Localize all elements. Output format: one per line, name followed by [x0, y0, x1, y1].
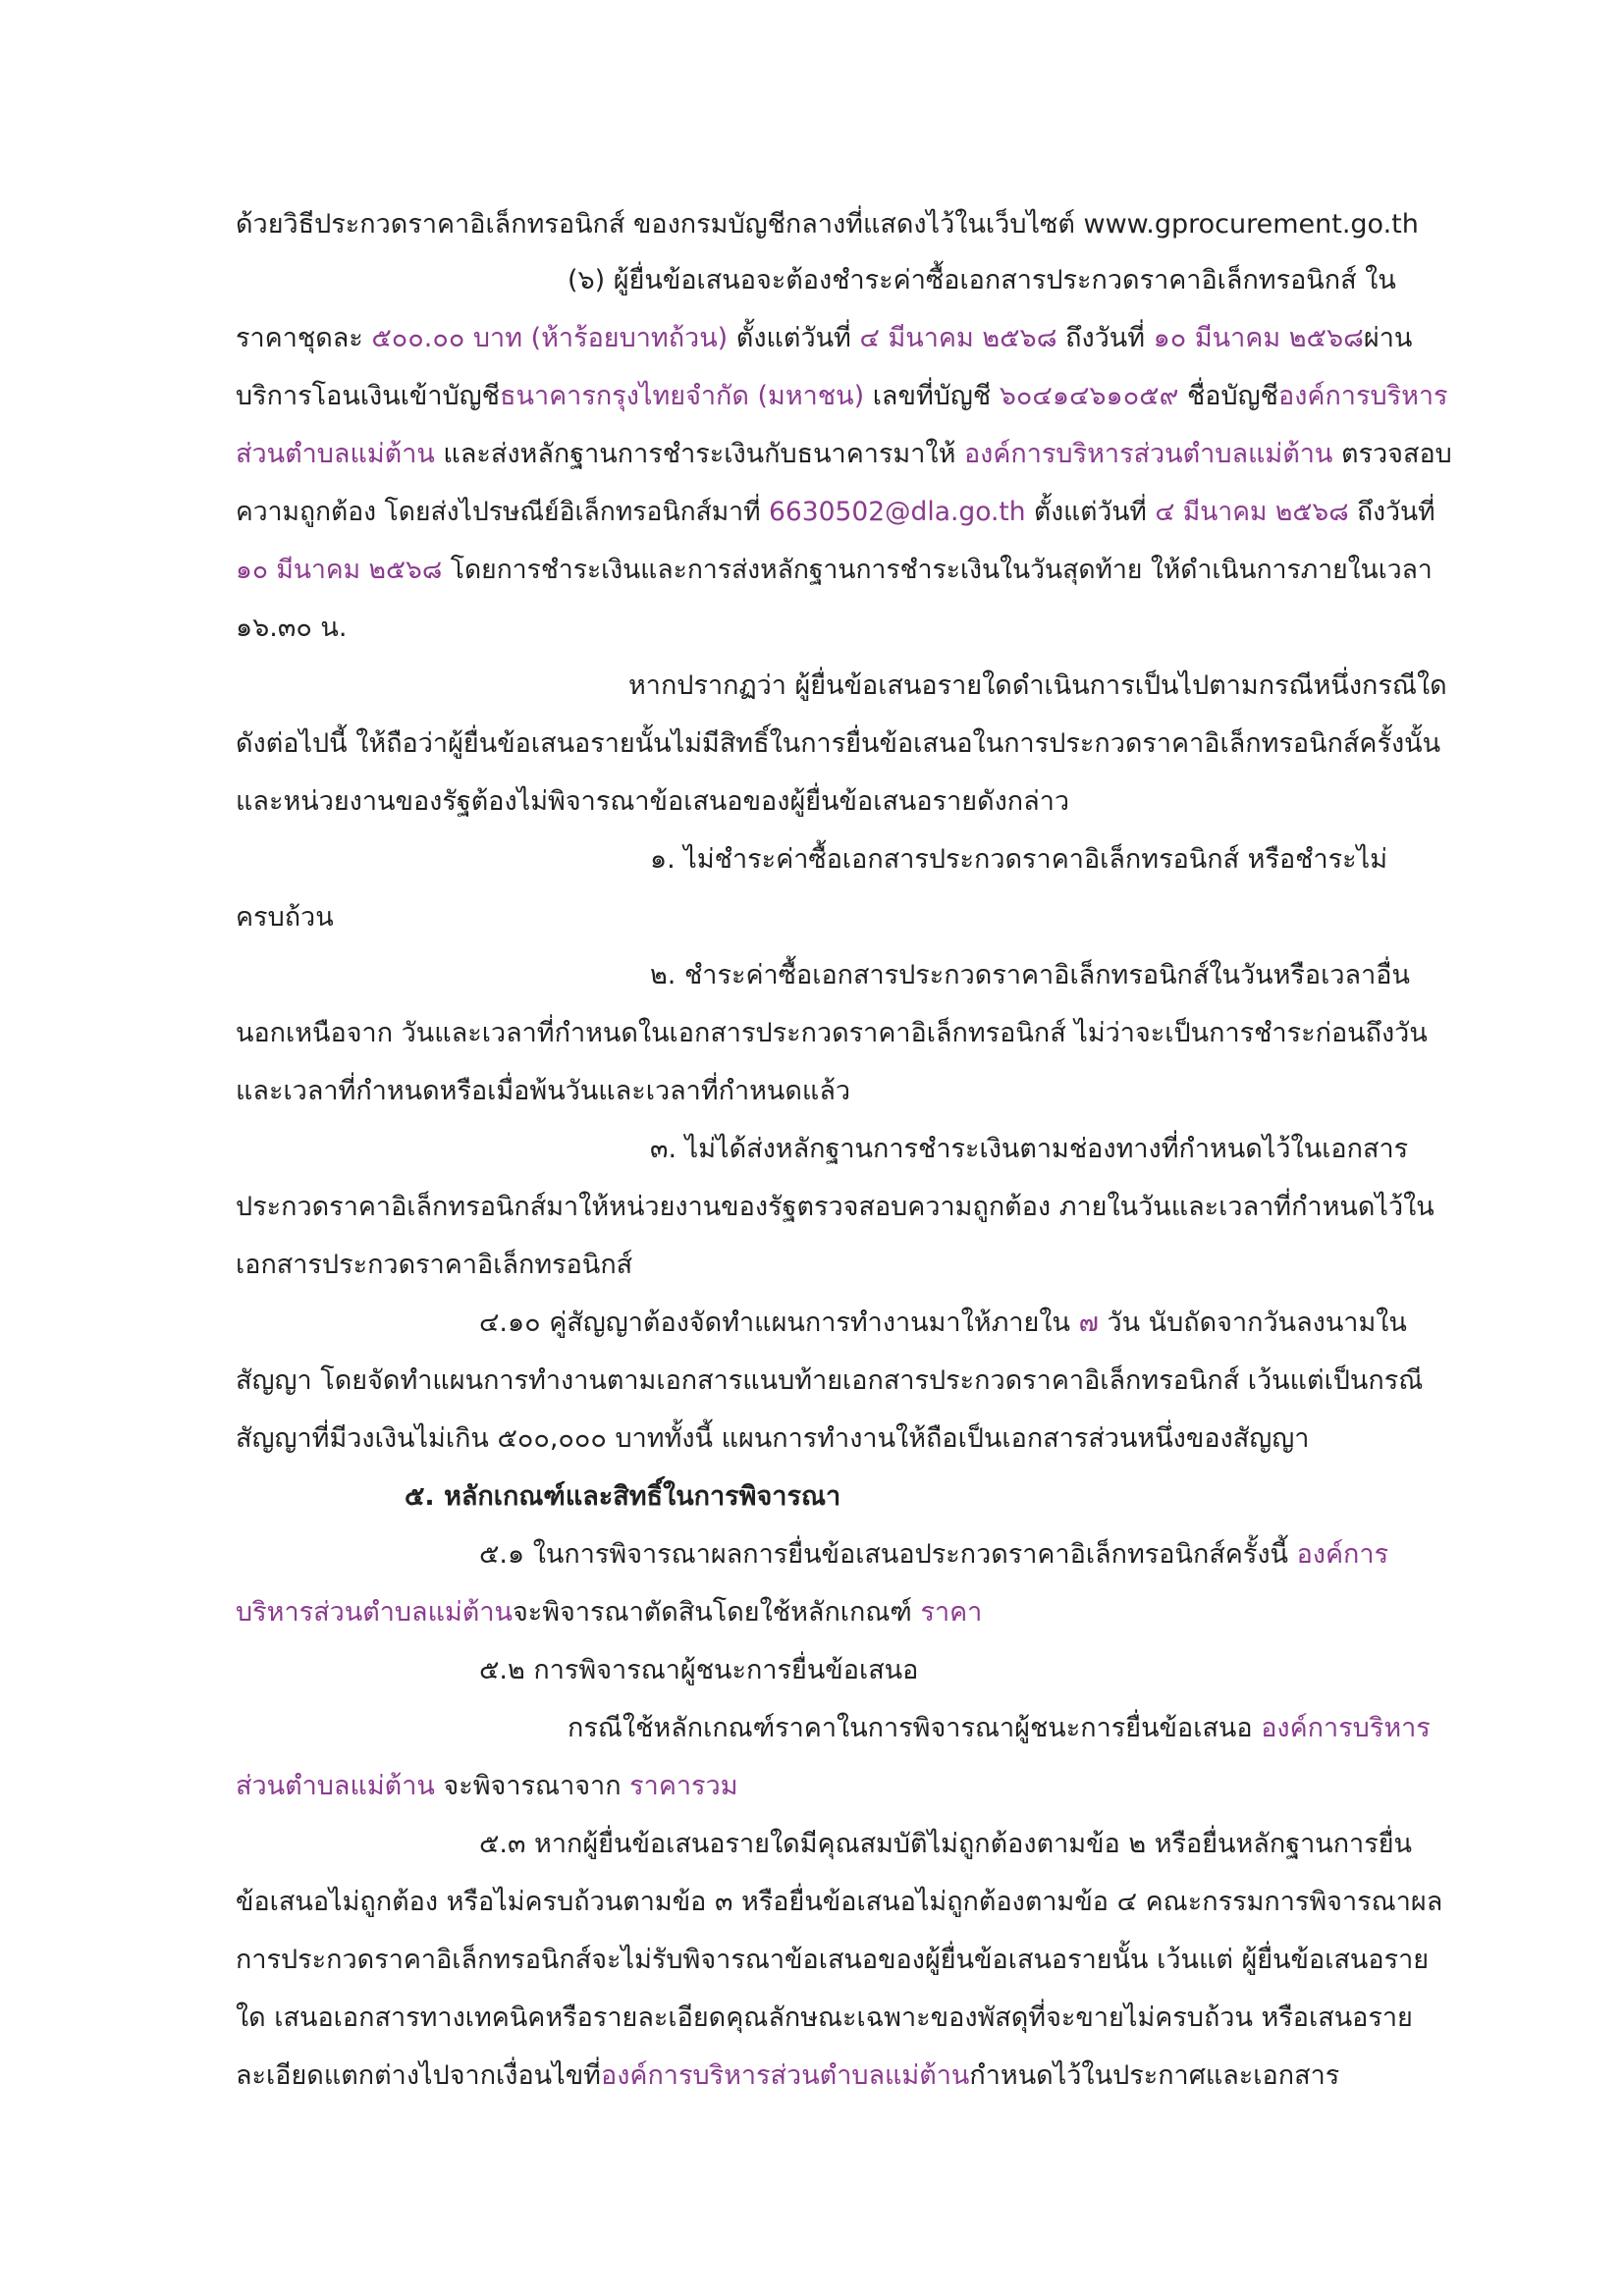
- heading-text: ๕. หลักเกณฑ์และสิทธิ์ในการพิจารณา: [405, 1481, 841, 1512]
- text: ถึงวันที่: [1056, 323, 1154, 353]
- text: ๕.๑ ในการพิจารณาผลการยื่นข้อเสนอประกวดราคาอิเล็กทรอนิกส์ครั้งนี้: [479, 1539, 1297, 1570]
- text-line: [236, 497, 1453, 528]
- text: จะพิจารณาตัดสินโดยใช้หลักเกณฑ์: [512, 1597, 921, 1628]
- text-line: [628, 670, 1453, 702]
- price-value: ๕๐๐.๐๐ บาท (ห้าร้อยบาทถ้วน): [371, 323, 729, 353]
- text-line: [479, 1308, 1453, 1339]
- text: กำหนดไว้ในประกาศและเอกสาร: [969, 2060, 1340, 2091]
- org-name: องค์การบริหารส่วนตำบลแม่ต้าน: [963, 439, 1333, 469]
- text: ๒. ชำระค่าซื้อเอกสารประกวดราคาอิเล็กทรอนิกส์ในวันหรือเวลาอื่น: [650, 960, 1410, 990]
- text-line: [650, 844, 1453, 876]
- text-line: [236, 613, 1453, 644]
- text-line: [236, 2002, 1453, 2034]
- criteria-value: ราคารวม: [629, 1771, 738, 1801]
- text: การประกวดราคาอิเล็กทรอนิกส์จะไม่รับพิจารณาข้อเสนอของผู้ยื่นข้อเสนอรายนั้น เว้นแต่ ผู้ยื่นข้อเสนอราย: [236, 1945, 1430, 1975]
- text: ประกวดราคาอิเล็กทรอนิกส์มาให้หน่วยงานของรัฐตรวจสอบความถูกต้อง ภายในวันและเวลาที่กำหนดไว้ใน: [236, 1192, 1435, 1222]
- text: นอกเหนือจาก วันและเวลาที่กำหนดในเอกสารประกวดราคาอิเล็กทรอนิกส์ ไม่ว่าจะเป็นการชำระก่อนถึงวัน: [236, 1018, 1428, 1048]
- text-line: [236, 1887, 1453, 1918]
- text: ตั้งแต่วันที่: [728, 323, 860, 353]
- date-value: ๔ มีนาคม ๒๕๖๘: [1155, 497, 1349, 527]
- text: และส่งหลักฐานการชำระเงินกับธนาคารมาให้: [434, 439, 964, 469]
- text-line: [650, 1134, 1453, 1165]
- text: ๕.๓ หากผู้ยื่นข้อเสนอรายใดมีคุณสมบัติไม่ถูกต้องตามข้อ ๒ หรือยื่นหลักฐานการยื่น: [479, 1829, 1412, 1859]
- org-name: องค์การ: [1296, 1539, 1389, 1570]
- text-line: [236, 381, 1453, 412]
- text: วัน นับถัดจากวันลงนามใน: [1098, 1308, 1407, 1338]
- text: ละเอียดแตกต่างไปจากเงื่อนไขที่: [236, 2060, 601, 2091]
- org-name: ส่วนตำบลแม่ต้าน: [236, 1771, 435, 1801]
- text-line: [236, 209, 1453, 240]
- text: ชื่อบัญชี: [1178, 381, 1278, 411]
- text-line: [236, 728, 1453, 760]
- text-line: [479, 1539, 1453, 1571]
- text: กรณีใช้หลักเกณฑ์ราคาในการพิจารณาผู้ชนะการยื่นข้อเสนอ: [568, 1713, 1262, 1743]
- text: และเวลาที่กำหนดหรือเมื่อพ้นวันและเวลาที่กำหนดแล้ว: [236, 1076, 851, 1106]
- text-line: [236, 1192, 1453, 1223]
- text: ๑๖.๓๐ น.: [236, 613, 348, 643]
- text: สัญญาที่มีวงเงินไม่เกิน ๕๐๐,๐๐๐ บาททั้งนี้ แผนการทำงานให้ถือเป็นเอกสารส่วนหนึ่งของสัญญา: [236, 1423, 1310, 1454]
- text-line: [236, 555, 1453, 586]
- text: ครบถ้วน: [236, 902, 334, 933]
- days-value: ๗: [1078, 1308, 1099, 1338]
- text-line: [568, 265, 1453, 296]
- text-line: [650, 960, 1453, 991]
- account-number: ๖๐๔๑๔๖๑๐๕๙: [999, 381, 1179, 411]
- text: ราคาชุดละ: [236, 323, 372, 353]
- date-value: ๑๐ มีนาคม ๒๕๖๘: [1153, 323, 1364, 353]
- bank-name: ธนาคารกรุงไทยจำกัด (มหาชน): [500, 381, 865, 411]
- text-line: [236, 2060, 1453, 2092]
- text: เอกสารประกวดราคาอิเล็กทรอนิกส์: [236, 1250, 633, 1280]
- text: ด้วยวิธีประกวดราคาอิเล็กทรอนิกส์ ของกรมบัญชีกลางที่แสดงไว้ในเว็บไซต์ www.gprocurement.go.th: [236, 209, 1419, 240]
- text: หากปรากฏว่า ผู้ยื่นข้อเสนอรายใดดำเนินการเป็นไปตามกรณีหนึ่งกรณีใด: [628, 670, 1447, 701]
- date-value: ๔ มีนาคม ๒๕๖๘: [859, 323, 1057, 353]
- text-line: [568, 1713, 1453, 1744]
- text: ๕.๒ การพิจารณาผู้ชนะการยื่นข้อเสนอ: [479, 1655, 919, 1685]
- text: และหน่วยงานของรัฐต้องไม่พิจารณาข้อเสนอของผู้ยื่นข้อเสนอรายดังกล่าว: [236, 786, 1070, 817]
- text-line: [236, 1076, 1453, 1107]
- org-name: องค์การบริหาร: [1261, 1713, 1431, 1743]
- text: บริการโอนเงินเข้าบัญชี: [236, 381, 501, 411]
- org-name: องค์การบริหาร: [1277, 381, 1448, 411]
- text-line: [236, 439, 1453, 470]
- text: ตรวจสอบ: [1332, 439, 1452, 469]
- text-line: [236, 1365, 1453, 1397]
- text: (๖) ผู้ยื่นข้อเสนอจะต้องชำระค่าซื้อเอกสารประกวดราคาอิเล็กทรอนิกส์ ใน: [568, 265, 1396, 295]
- org-name: องค์การบริหารส่วนตำบลแม่ต้าน: [600, 2060, 970, 2091]
- text: ใด เสนอเอกสารทางเทคนิคหรือรายละเอียดคุณลักษณะเฉพาะของพัสดุที่จะขายไม่ครบถ้วน หรือเสนอราย: [236, 2002, 1413, 2033]
- date-value: ๑๐ มีนาคม ๒๕๖๘: [236, 555, 443, 585]
- text-line: [236, 1945, 1453, 1976]
- org-name: ส่วนตำบลแม่ต้าน: [236, 439, 435, 469]
- text: ๔.๑๐ คู่สัญญาต้องจัดทำแผนการทำงานมาให้ภายใน: [479, 1308, 1079, 1338]
- text-line: [236, 786, 1453, 818]
- email-address: 6630502@dla.go.th: [769, 497, 1026, 527]
- text-line: [236, 1423, 1453, 1455]
- text-line: [236, 1771, 1453, 1802]
- text: สัญญา โดยจัดทำแผนการทำงานตามเอกสารแนบท้ายเอกสารประกวดราคาอิเล็กทรอนิกส์ เว้นแต่เป็นกรณี: [236, 1365, 1424, 1396]
- org-name: บริหารส่วนตำบลแม่ต้าน: [236, 1597, 513, 1628]
- text: ถึงวันที่: [1348, 497, 1435, 527]
- text: ดังต่อไปนี้ ให้ถือว่าผู้ยื่นข้อเสนอรายนั้นไม่มีสิทธิ์ในการยื่นข้อเสนอในการประกวดราคาอิเล็กทรอนิกส์ครั้งนั้น: [236, 728, 1441, 759]
- text: ข้อเสนอไม่ถูกต้อง หรือไม่ครบถ้วนตามข้อ ๓ หรือยื่นข้อเสนอไม่ถูกต้องตามข้อ ๔ คณะกรรมการพิจารณาผล: [236, 1887, 1443, 1917]
- text: เลขที่บัญชี: [864, 381, 1000, 411]
- text: โดยการชำระเงินและการส่งหลักฐานการชำระเงินในวันสุดท้าย ให้ดำเนินการภายในเวลา: [442, 555, 1433, 585]
- text: ความถูกต้อง โดยส่งไปรษณีย์อิเล็กทรอนิกส์มาที่: [236, 497, 770, 527]
- text-line: [236, 1250, 1453, 1281]
- text: ๓. ไม่ได้ส่งหลักฐานการชำระเงินตามช่องทางที่กำหนดไว้ในเอกสาร: [650, 1134, 1409, 1164]
- text-line: [479, 1655, 1453, 1686]
- text-line: [236, 902, 1453, 934]
- text-line: [236, 1018, 1453, 1049]
- text: จะพิจารณาจาก: [434, 1771, 630, 1801]
- text: ๑. ไม่ชำระค่าซื้อเอกสารประกวดราคาอิเล็กทรอนิกส์ หรือชำระไม่: [650, 844, 1388, 875]
- text: ผ่าน: [1363, 323, 1413, 353]
- text-line: [236, 1597, 1453, 1629]
- section-heading: [405, 1481, 1453, 1513]
- criteria-value: ราคา: [920, 1597, 983, 1628]
- text: ตั้งแต่วันที่: [1025, 497, 1156, 527]
- text-line: [479, 1829, 1453, 1860]
- text-line: [236, 323, 1453, 354]
